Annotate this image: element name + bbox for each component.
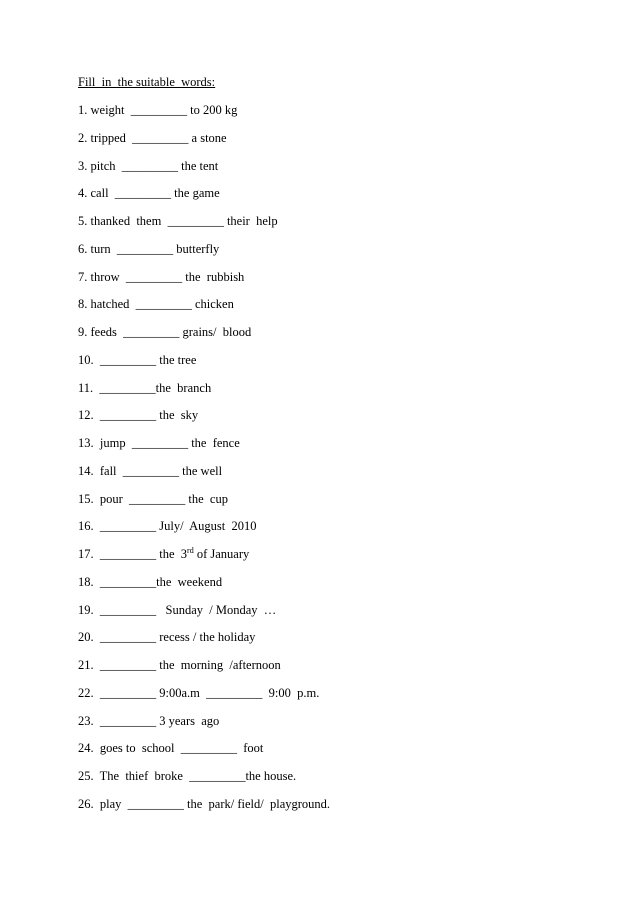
exercise-text: 6. turn _________ butterfly <box>78 241 220 256</box>
exercise-text: 26. play _________ the park/ field/ playground. <box>78 796 331 811</box>
exercise-item <box>78 628 330 656</box>
exercise-text: 22. _________ 9:00a.m _________ 9:00 p.m. <box>78 685 320 700</box>
exercise-text: 24. goes to school _________ foot <box>78 741 264 756</box>
exercise-text: 17. _________ the 3 <box>78 547 188 561</box>
exercise-item <box>78 295 330 323</box>
exercise-item <box>78 573 330 601</box>
exercise-item <box>78 545 330 573</box>
exercise-text: 20. _________ recess / the holiday <box>78 630 256 645</box>
exercise-item <box>78 601 330 629</box>
exercise-item <box>78 739 330 767</box>
exercise-text: 1. weight _________ to 200 kg <box>78 103 238 117</box>
exercise-item <box>78 240 330 268</box>
exercise-text: 16. _________ July/ August 2010 <box>78 519 257 534</box>
exercise-item <box>78 656 330 684</box>
exercise-item <box>78 212 330 240</box>
exercise-item <box>78 379 330 407</box>
worksheet-title: Fill in the suitable words: <box>78 75 216 89</box>
exercise-item <box>78 767 330 795</box>
exercise-item <box>78 351 330 379</box>
exercise-text: 19. _________ Sunday / Monday … <box>78 602 277 617</box>
exercise-item <box>78 406 330 434</box>
exercise-item <box>78 462 330 490</box>
exercise-item <box>78 323 330 351</box>
exercise-text: 12. _________ the sky <box>78 408 199 423</box>
exercise-text: 5. thanked them _________ their help <box>78 214 278 228</box>
exercise-text: 18. _________the weekend <box>78 574 223 589</box>
exercise-item <box>78 490 330 518</box>
exercise-text: 11. _________the branch <box>78 380 212 395</box>
exercise-text: 7. throw _________ the rubbish <box>78 269 245 284</box>
exercise-item <box>78 517 330 545</box>
exercise-item <box>78 129 330 157</box>
exercise-text: 13. jump _________ the fence <box>78 436 240 450</box>
exercise-item <box>78 684 330 712</box>
exercise-item <box>78 101 330 129</box>
exercise-item <box>78 268 330 296</box>
exercise-text: 10. _________ the tree <box>78 352 197 367</box>
exercise-item <box>78 157 330 185</box>
exercise-item <box>78 184 330 212</box>
exercise-text: 23. _________ 3 years ago <box>78 713 220 728</box>
exercise-text: 9. feeds _________ grains/ blood <box>78 325 252 339</box>
exercise-item <box>78 795 330 823</box>
ordinal-suffix: rd <box>187 545 194 555</box>
exercise-text-continued: of January <box>193 547 250 561</box>
exercise-text: 15. pour _________ the cup <box>78 491 228 506</box>
exercise-list <box>78 101 330 823</box>
exercise-item <box>78 712 330 740</box>
exercise-text: 4. call _________ the game <box>78 186 220 201</box>
exercise-text: 21. _________ the morning /afternoon <box>78 658 281 672</box>
exercise-text: 2. tripped _________ a stone <box>78 130 227 145</box>
exercise-text: 14. fall _________ the well <box>78 463 223 478</box>
exercise-text: 25. The thief broke _________the house. <box>78 769 297 783</box>
exercise-text: 8. hatched _________ chicken <box>78 297 234 312</box>
exercise-text: 3. pitch _________ the tent <box>78 158 219 173</box>
exercise-item <box>78 434 330 462</box>
